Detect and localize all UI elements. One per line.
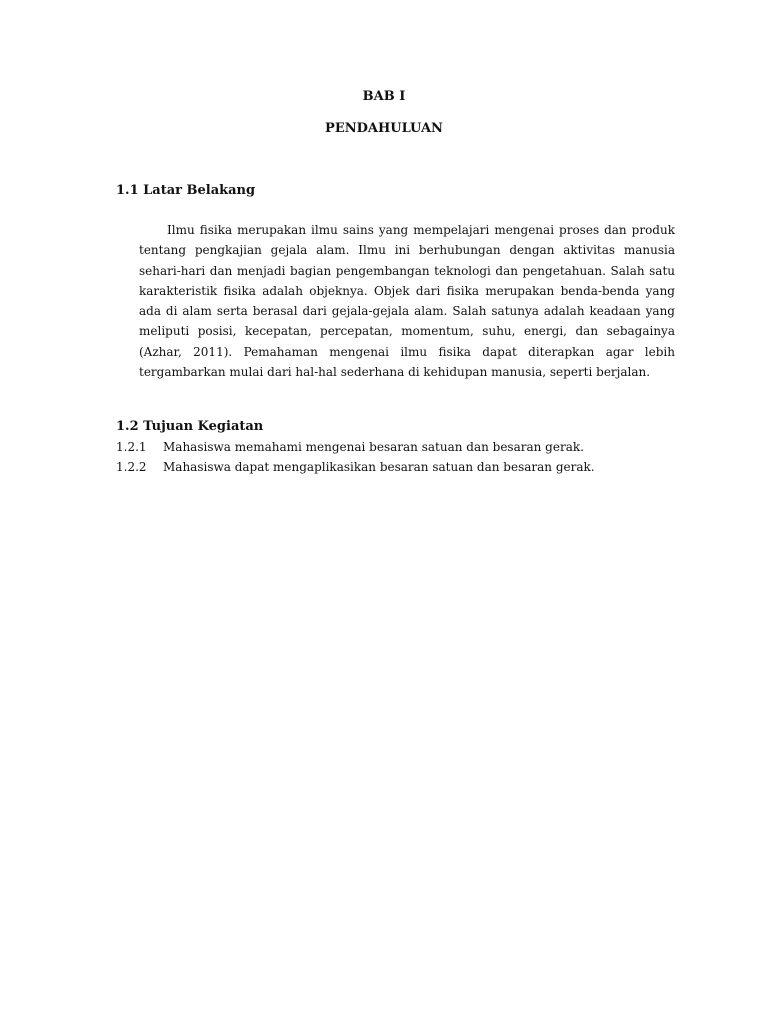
objectives-list [116, 437, 676, 477]
objective-text: Mahasiswa dapat mengaplikasikan besaran satuan dan besaran gerak. [163, 460, 595, 474]
objective-item [116, 457, 676, 477]
objective-item [116, 437, 676, 457]
section-heading-background: 1.1 Latar Belakang [116, 183, 256, 198]
chapter-title: PENDAHULUAN [325, 121, 443, 136]
objective-number: 1.2.2 [116, 460, 147, 474]
objective-text: Mahasiswa memahami mengenai besaran satuan dan besaran gerak. [163, 440, 584, 454]
section-heading-objectives: 1.2 Tujuan Kegiatan [116, 419, 264, 434]
background-paragraph: Ilmu fisika merupakan ilmu sains yang mempelajari mengenai proses dan produk tentang pengkajian gejala alam. Ilmu ini berhubungan dengan aktivitas manusia sehari-hari dan menjadi bagian pengembangan teknologi dan pengetahuan. Salah satu karakteristik fisika adalah objeknya. Objek dari fisika merupakan benda-benda yang ada di alam serta berasal dari gejala-gejala alam. Salah satunya adalah keadaan yang meliputi posisi, kecepatan, percepatan, momentum, suhu, energi, dan sebagainya (Azhar, 2011). Pemahaman mengenai ilmu fisika dapat diterapkan agar lebih tergambarkan mulai dari hal-hal sederhana di kehidupan manusia, seperti berjalan. [139, 223, 675, 380]
chapter-number: BAB I [362, 89, 406, 104]
objective-number: 1.2.1 [116, 440, 147, 454]
